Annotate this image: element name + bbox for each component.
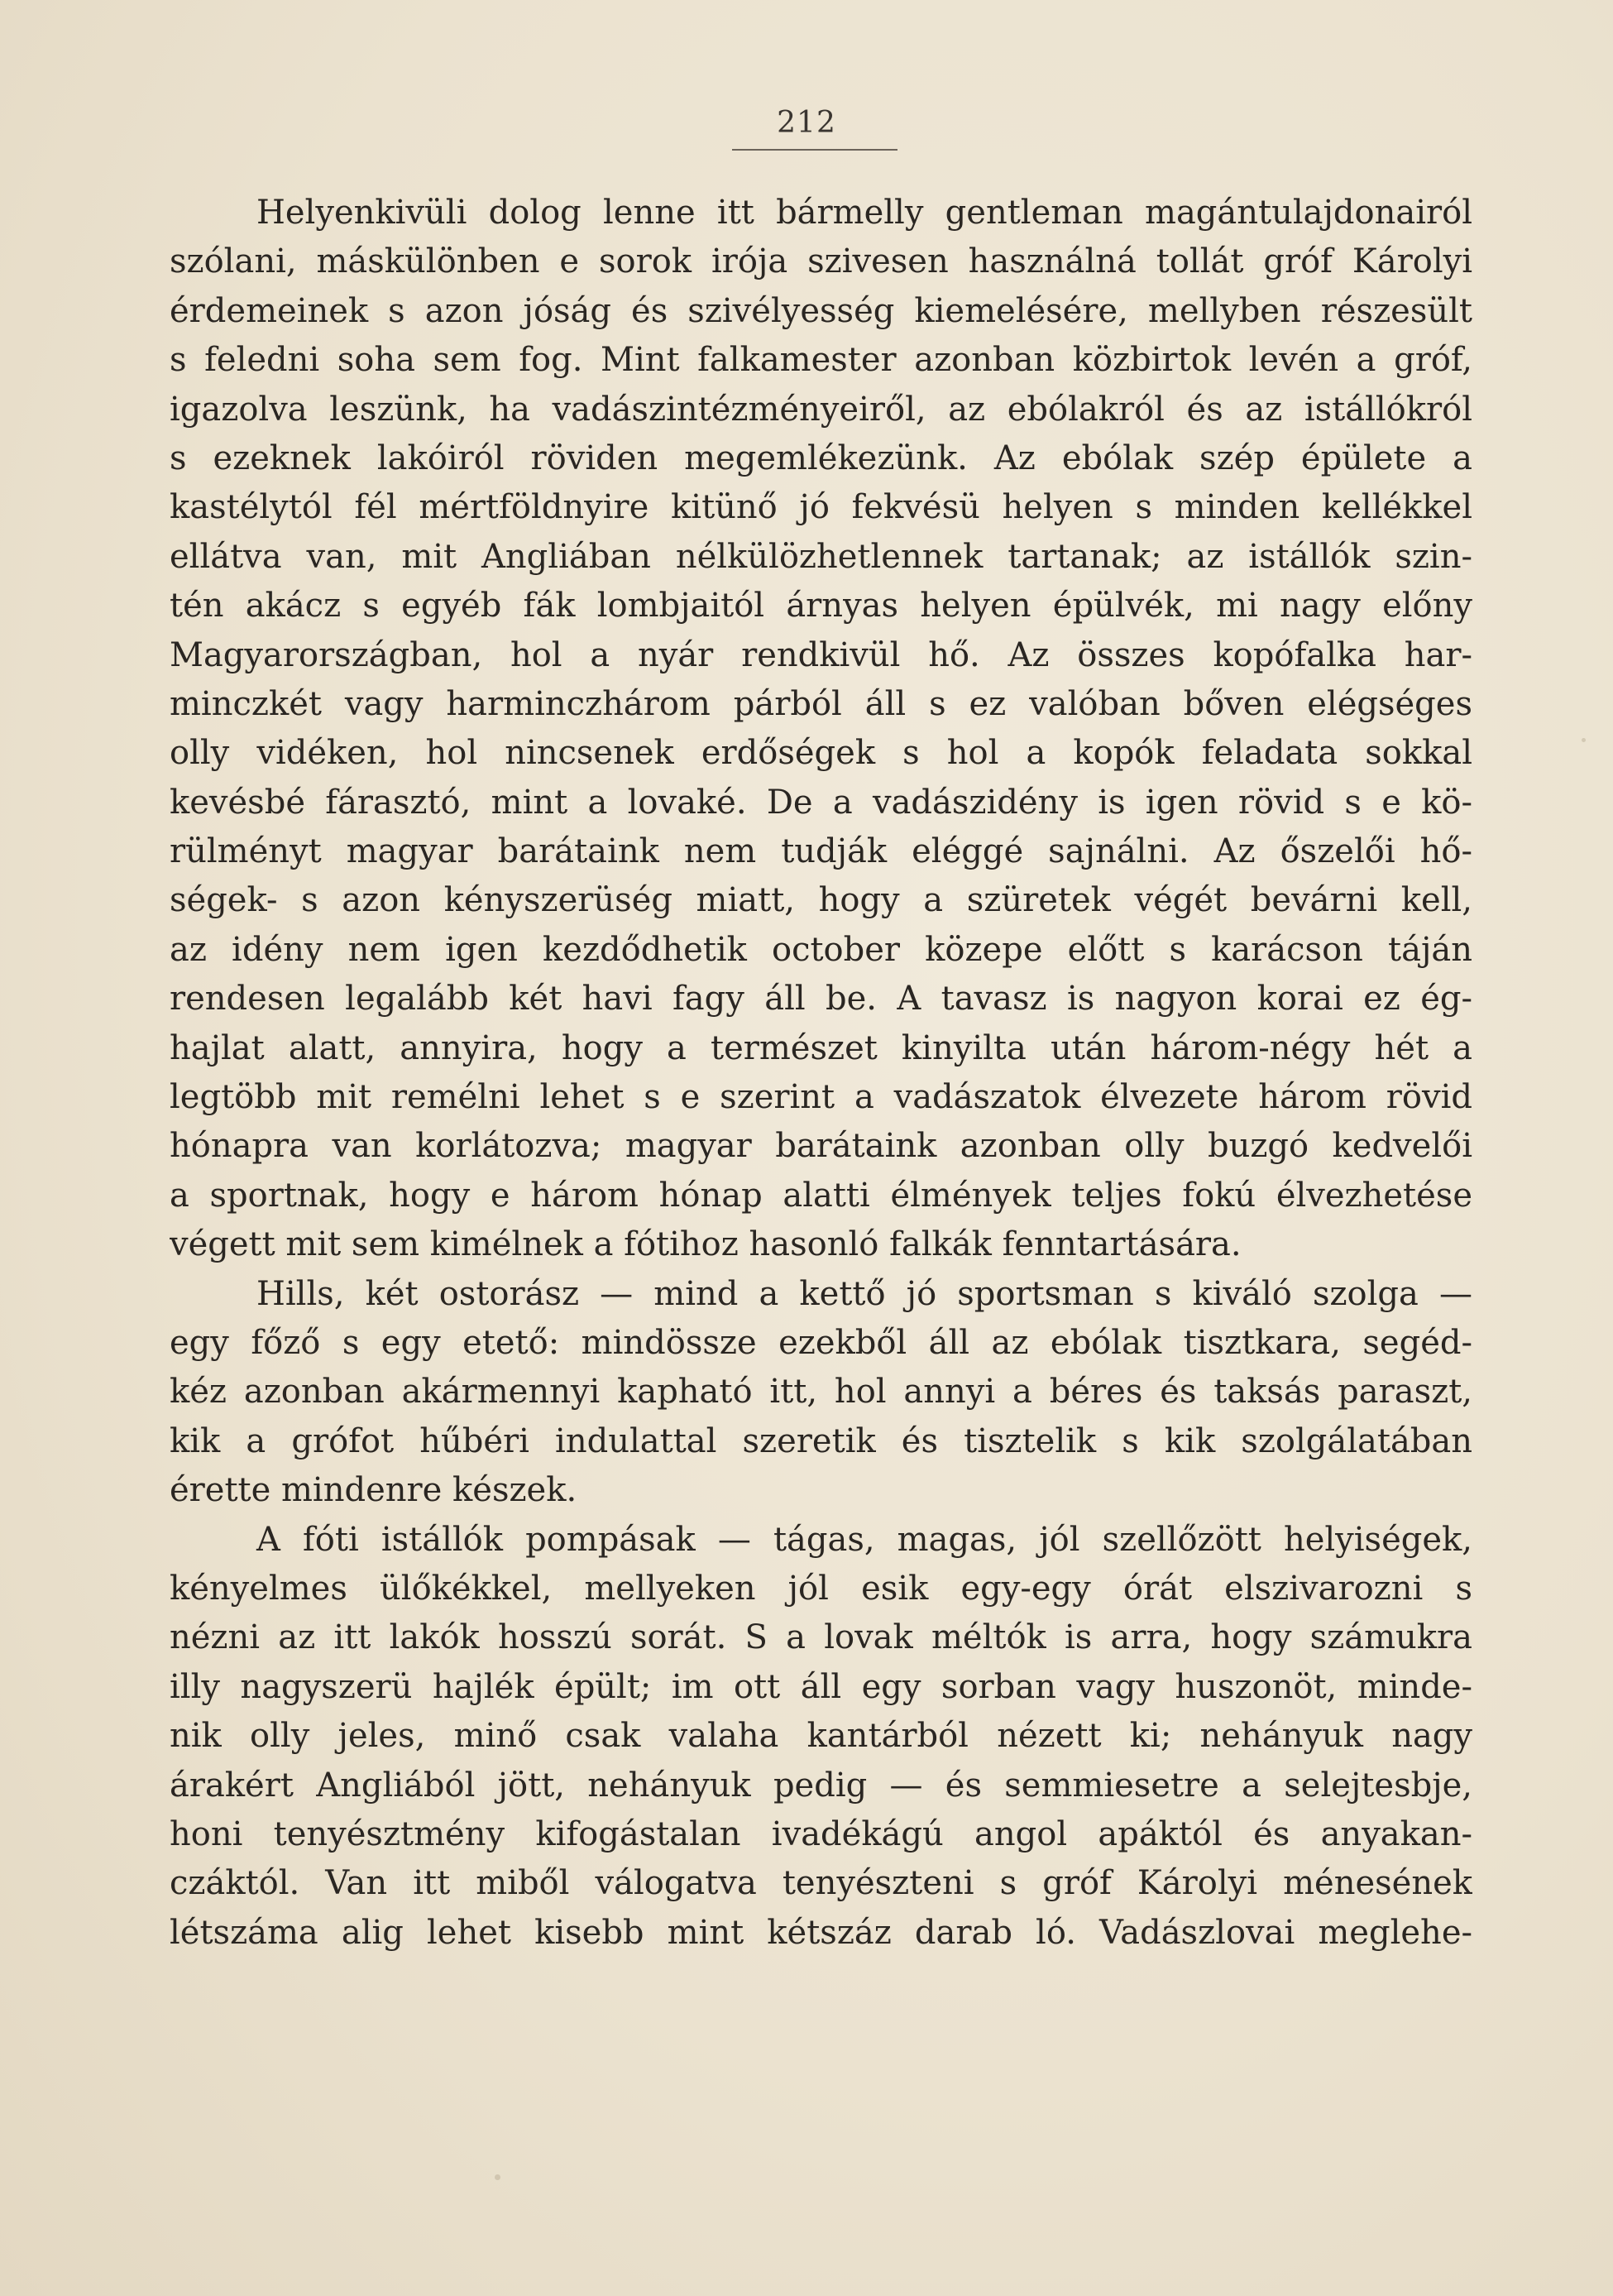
text-line: rendesen legalább két havi fagy áll be. A tavasz is nagyon korai ez ég-: [170, 980, 1472, 1019]
paper-speck: [495, 2174, 500, 2180]
text-line: szólani, máskülönben e sorok irója szivesen használná tollát gróf Károlyi: [170, 242, 1472, 281]
paragraph: [170, 189, 1472, 1270]
text-line: czáktól. Van itt miből válogatva tenyészteni s gróf Károlyi ménesének: [170, 1864, 1472, 1903]
text-line: A fóti istállók pompásak — tágas, magas, jól szellőzött helyiségek,: [256, 1520, 1472, 1559]
text-line: rülményt magyar barátaink nem tudják eléggé sajnálni. Az őszelői hő-: [170, 832, 1472, 871]
text-line: minczkét vagy harminczhárom párból áll s ez valóban bőven elégséges: [170, 684, 1472, 723]
text-line: létszáma alig lehet kisebb mint kétszáz darab ló. Vadászlovai meglehe-: [170, 1913, 1472, 1952]
paper-speck: [1582, 738, 1586, 742]
text-line: végett mit sem kimélnek a fótihoz hasonló falkák fenntartására.: [170, 1225, 1242, 1264]
paragraph: [170, 1270, 1472, 1516]
text-line: nézni az itt lakók hosszú sorát. S a lovak méltók is arra, hogy számukra: [170, 1618, 1472, 1657]
text-line: honi tenyésztmény kifogástalan ivadékágú angol apáktól és anyakan-: [170, 1814, 1472, 1853]
body-text: [170, 189, 1472, 1958]
text-line: kényelmes ülőkékkel, mellyeken jól esik egy-egy órát elszivarozni s: [170, 1569, 1472, 1608]
text-line: kevésbé fárasztó, mint a lovaké. De a vadászidény is igen rövid s e kö-: [170, 783, 1472, 822]
text-line: a sportnak, hogy e három hónap alatti élmények teljes fokú élvezhetése: [170, 1176, 1472, 1215]
text-line: egy főző s egy etető: mindössze ezekből áll az ebólak tisztkara, segéd-: [170, 1323, 1472, 1362]
text-line: tén akácz s egyéb fák lombjaitól árnyas helyen épülvék, mi nagy előny: [170, 587, 1472, 626]
text-line: Helyenkivüli dolog lenne itt bármelly gentleman magántulajdonairól: [256, 194, 1472, 232]
paragraph: [170, 1516, 1472, 1958]
text-line: érdemeinek s azon jóság és szivélyesség kiemelésére, mellyben részesült: [170, 291, 1472, 330]
text-line: Magyarországban, hol a nyár rendkivül hő. Az összes kopófalka har-: [170, 635, 1472, 674]
text-line: ségek- s azon kényszerüség miatt, hogy a szüretek végét bevárni kell,: [170, 881, 1472, 920]
page-number: 212: [777, 106, 836, 140]
text-line: s ezeknek lakóiról röviden megemlékezünk. Az ebólak szép épülete a: [170, 439, 1472, 477]
text-line: igazolva leszünk, ha vadászintézményeiről, az ebólakról és az istállókról: [170, 390, 1472, 429]
text-line: kéz azonban akármennyi kapható itt, hol annyi a béres és taksás paraszt,: [170, 1373, 1472, 1412]
text-line: hónapra van korlátozva; magyar barátaink azonban olly buzgó kedvelői: [170, 1127, 1472, 1166]
text-line: s feledni soha sem fog. Mint falkamester azonban közbirtok levén a gróf,: [170, 341, 1472, 380]
text-line: hajlat alatt, annyira, hogy a természet kinyilta után három-négy hét a: [170, 1028, 1472, 1067]
text-line: ellátva van, mit Angliában nélkülözhetlennek tartanak; az istállók szin-: [170, 537, 1472, 576]
text-line: olly vidéken, hol nincsenek erdőségek s hol a kopók feladata sokkal: [170, 734, 1472, 773]
text-line: kik a grófot hűbéri indulattal szeretik és tisztelik s kik szolgálatában: [170, 1421, 1472, 1460]
text-line: érette mindenre készek.: [170, 1471, 577, 1510]
text-line: az idény nem igen kezdődhetik october közepe előtt s karácson táján: [170, 930, 1472, 969]
text-line: kastélytól fél mértföldnyire kitünő jó fekvésü helyen s minden kellékkel: [170, 488, 1472, 527]
text-line: illy nagyszerü hajlék épült; im ott áll egy sorban vagy huszonöt, minde-: [170, 1667, 1472, 1706]
text-line: legtöbb mit remélni lehet s e szerint a vadászatok élvezete három rövid: [170, 1078, 1472, 1117]
header-rule: [732, 149, 897, 151]
text-line: Hills, két ostorász — mind a kettő jó sportsman s kiváló szolga —: [256, 1274, 1472, 1313]
text-line: árakért Angliából jött, nehányuk pedig — és semmiesetre a selejtesbje,: [170, 1766, 1472, 1805]
text-line: nik olly jeles, minő csak valaha kantárból nézett ki; nehányuk nagy: [170, 1717, 1472, 1756]
